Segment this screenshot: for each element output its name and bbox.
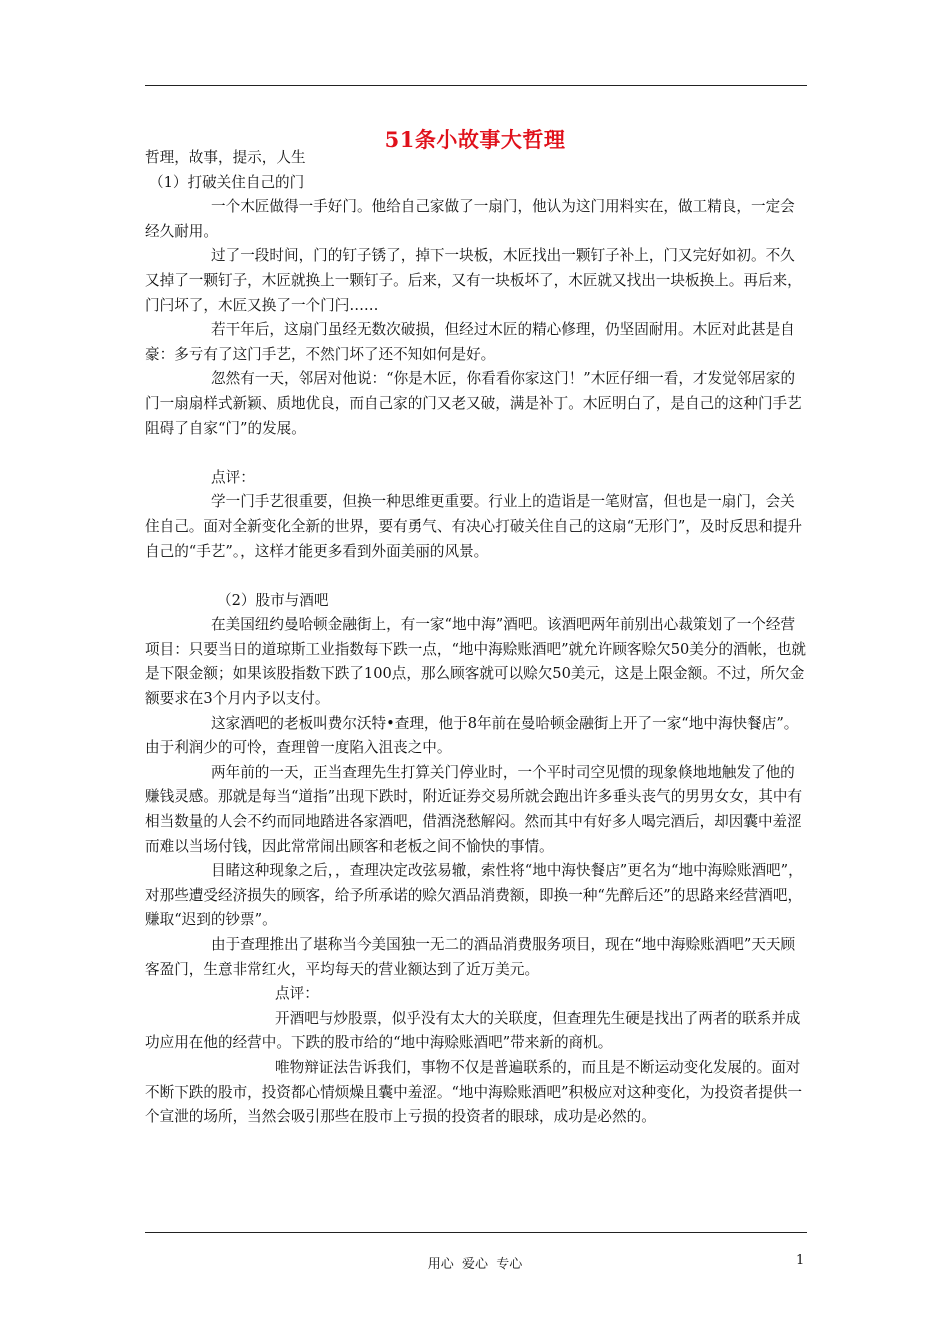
document-body [145, 146, 807, 1130]
footer-rule [145, 1232, 807, 1233]
review-label: 点评： [275, 985, 319, 1003]
review-label: 点评： [211, 468, 255, 486]
paragraph: 目睹这种现象之后，，查理决定改弦易辙，索性将“地中海快餐店”更名为“地中海赊账酒吧”，对那些遭受经济损失的顾客，给予所承诺的赊欠酒品消费额，即换一种“先醉后还”的思路来经营酒吧，赚取“迟到的钞票”。 [145, 862, 803, 929]
paragraph: 一个木匠做得一手好门。他给自己家做了一扇门，他认为这门用料实在，做工精良，一定会经久耐用。 [145, 198, 795, 240]
paragraph: 这家酒吧的老板叫费尔沃特•查理，他于8年前在曼哈顿金融街上开了一家“地中海快餐店”。由于利润少的可怜，查理曾一度陷入沮丧之中。 [145, 714, 799, 757]
paragraph: 两年前的一天，正当查理先生打算关门停业时，一个平时司空见惯的现象倏地地触发了他的赚钱灵感。那就是每当“道指”出现下跌时，附近证券交易所就会跑出许多垂头丧气的男男女女，其中有相当数量的人会不约而同地踏进各家酒吧，借酒浇愁解闷。然而其中有好多人喝完酒后，却因囊中羞涩而难以当场付钱，因此常常闹出顾客和老板之间不愉快的事情。 [145, 763, 803, 855]
review-paragraph: 唯物辩证法告诉我们，事物不仅是普遍联系的，而且是不断运动变化发展的。面对不断下跌的股市，投资都心情烦燥且囊中羞涩。“地中海赊账酒吧”积极应对这种变化，为投资者提供一个宣泄的场所，当然会吸引那些在股市上亏损的投资者的眼球，成功是必然的。 [145, 1058, 803, 1126]
paragraph: 由于查理推出了堪称当今美国独一无二的酒品消费服务项目，现在“地中海赊账酒吧”天天顾客盈门，生意非常红火，平均每天的营业额达到了近万美元。 [145, 936, 796, 978]
paragraph: 在美国纽约曼哈顿金融街上，有一家“地中海”酒吧。该酒吧两年前别出心裁策划了一个经营项目：只要当日的道琼斯工业指数每下跌一点，“地中海赊账酒吧”就允许顾客赊欠50美分的酒帐，也就是下限金额；如果该股指数下跌了100点，那么顾客就可以赊欠50美元，这是上限金额。不过，所欠金额要求在3个月内予以支付。 [145, 616, 807, 708]
review-paragraph: 开酒吧与炒股票，似乎没有太大的关联度，但查理先生硬是找出了两者的联系并成功应用在他的经营中。下跌的股市给的“地中海赊账酒吧”带来新的商机。 [145, 1009, 801, 1052]
review-paragraph: 学一门手艺很重要，但换一种思维更重要。行业上的造诣是一笔财富，但也是一扇门，会关住自己。面对全新变化全新的世界，要有勇气、有决心打破关住自己的这扇“无形门”，及时反思和提升自己的“手艺”。，这样才能更多看到外面美丽的风景。 [145, 493, 803, 560]
footer-motto: 用心 爱心 专心 [427, 1257, 523, 1272]
section-heading-1: （1）打破关住自己的门 [149, 173, 305, 191]
page-number: 1 [796, 1253, 805, 1268]
paragraph: 过了一段时间，门的钉子锈了，掉下一块板，木匠找出一颗钉子补上，门又完好如初。不久又掉了一颗钉子，木匠就换上一颗钉子。后来，又有一块板坏了，木匠就又找出一块板换上。再后来，门闩坏了，木匠又换了一个门闩…… [145, 247, 802, 314]
paragraph: 忽然有一天，邻居对他说：“你是木匠，你看看你家这门！”木匠仔细一看，才发觉邻居家的门一扇扇样式新颖、质地优良，而自己家的门又老又破，满是补丁。木匠明白了，是自己的这种门手艺阻碍了自家“门”的发展。 [145, 370, 802, 437]
header-rule [145, 85, 807, 86]
document-title: 51条小故事大哲理 [384, 127, 566, 152]
paragraph: 若干年后，这扇门虽经无数次破损，但经过木匠的精心修理，仍坚固耐用。木匠对此甚是自豪：多亏有了这门手艺，不然门坏了还不知如何是好。 [145, 321, 795, 363]
section-heading-2: （2）股市与酒吧 [217, 591, 329, 609]
keywords-line: 哲理，故事，提示，人生 [145, 149, 306, 166]
